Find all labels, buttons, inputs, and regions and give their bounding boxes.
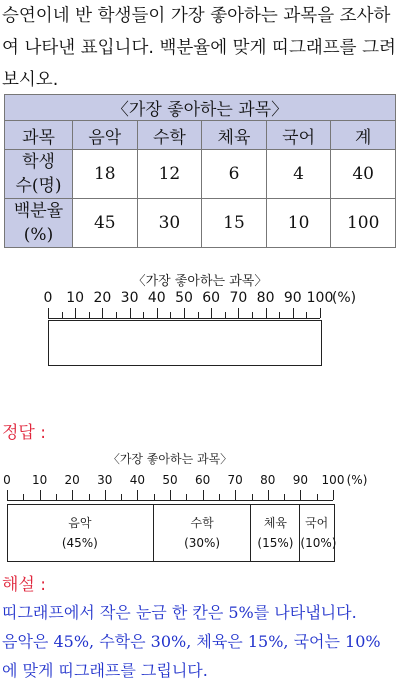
answer-scale-tick [7, 490, 8, 500]
percent-cell: 10 [266, 199, 331, 248]
answer-scale-tick-label: 0 [3, 473, 11, 487]
segment-name: 음악 [68, 516, 92, 530]
answer-scale-unit: (%) [346, 473, 368, 487]
answer-scale-tick [137, 490, 138, 500]
percent-cell: 30 [137, 199, 202, 248]
answer-scale-tick-label: 60 [194, 473, 211, 487]
answer-segment [154, 505, 252, 561]
blank-scale-tick-label: 60 [202, 290, 221, 306]
answer-scale-tick [40, 490, 41, 500]
blank-scale-tick [48, 308, 49, 318]
answer-label: 정답 : [2, 423, 46, 443]
segment-name: 국어 [305, 516, 329, 530]
header-subject-label: 과목 [5, 121, 73, 150]
segment-percent: (15%) [257, 536, 294, 550]
answer-scale-axis-line [7, 500, 333, 501]
header-subject: 음악 [73, 121, 138, 150]
blank-scale-tick [102, 308, 103, 318]
answer-scale-tick [268, 490, 269, 500]
blank-scale-tick [75, 308, 76, 318]
segment-name: 체육 [263, 516, 288, 530]
percent-cell: 100 [331, 199, 396, 248]
blank-scale-tick [157, 308, 158, 318]
answer-segment [300, 505, 337, 561]
blank-scale-tick-label: 40 [147, 290, 166, 306]
header-subject: 체육 [202, 121, 267, 150]
count-cell: 18 [73, 150, 138, 199]
answer-scale-tick-label: 30 [97, 473, 113, 487]
question-line: 승연이네 반 학생들이 가장 좋아하는 과목을 조사하 [2, 6, 391, 26]
answer-graph-title: 〈가장 좋아하는 과목〉 [107, 452, 233, 466]
blank-graph-title: 〈가장 좋아하는 과목〉 [132, 274, 268, 289]
count-label: 학생 수(명) [5, 150, 73, 199]
answer-scale-tick [333, 490, 334, 500]
blank-scale-tick-label: 100 [306, 290, 334, 306]
answer-scale-tick-label: 10 [31, 473, 48, 487]
question-line: 여 나타낸 표입니다. 백분율에 맞게 띠그래프를 그려 [2, 38, 396, 58]
blank-scale-unit: (%) [331, 290, 357, 306]
header-subject: 수학 [137, 121, 202, 150]
answer-scale-tick [105, 490, 106, 500]
answer-scale-tick-label: 70 [227, 473, 243, 487]
answer-scale-tick-label: 40 [129, 473, 146, 487]
count-cell: 12 [137, 150, 202, 199]
blank-scale-tick-label: 20 [93, 290, 112, 306]
segment-percent: (30%) [184, 536, 221, 550]
answer-scale-tick [72, 490, 73, 500]
answer-scale-tick-label: 100 [321, 473, 345, 487]
count-cell: 6 [202, 150, 267, 199]
answer-segment [252, 505, 301, 561]
explanation-label: 해설 : [2, 575, 46, 595]
answer-scale-tick-label: 80 [260, 473, 276, 487]
count-cell: 4 [266, 150, 331, 199]
blank-scale-tick-label: 70 [229, 290, 248, 306]
blank-scale-tick [320, 308, 321, 318]
blank-scale-axis-line [48, 318, 320, 319]
segment-name: 수학 [190, 516, 214, 530]
blank-scale-tick-label: 80 [256, 290, 275, 306]
blank-scale-tick-label: 50 [175, 290, 193, 306]
blank-scale-tick-label: 30 [120, 290, 139, 306]
blank-scale-tick [293, 308, 294, 318]
answer-scale-tick [235, 490, 236, 500]
explanation-text [2, 598, 381, 685]
header-subject: 계 [331, 121, 396, 150]
answer-scale-tick [203, 490, 204, 500]
percent-cell: 15 [202, 199, 267, 248]
explanation-line: 에 맞게 띠그래프를 그립니다. [2, 661, 208, 680]
blank-scale-tick [238, 308, 239, 318]
blank-scale-tick-label: 0 [43, 290, 53, 306]
subject-table [4, 94, 396, 248]
blank-scale-tick-label: 10 [66, 290, 85, 306]
answer-scale-tick-label: 50 [162, 473, 178, 487]
answer-scale-tick [170, 490, 171, 500]
header-subject: 국어 [266, 121, 331, 150]
explanation-line: 띠그래프에서 작은 눈금 한 칸은 5%를 나타냅니다. [2, 603, 357, 622]
question-line: 보시오. [2, 70, 59, 90]
count-cell: 40 [331, 150, 396, 199]
blank-graph-bar [48, 320, 322, 366]
blank-scale-tick [130, 308, 131, 318]
blank-scale-tick-label: 90 [283, 290, 302, 306]
answer-segment [7, 505, 154, 561]
blank-scale-tick [184, 308, 185, 318]
blank-scale-tick [266, 308, 267, 318]
percent-label: 백분율 (%) [5, 199, 73, 248]
segment-percent: (45%) [61, 536, 98, 550]
segment-percent: (10%) [300, 536, 337, 550]
answer-scale-tick-label: 20 [64, 473, 80, 487]
answer-scale-tick-label: 90 [292, 473, 309, 487]
table-title: 〈가장 좋아하는 과목〉 [5, 95, 396, 121]
blank-scale-tick [211, 308, 212, 318]
answer-scale-tick [300, 490, 301, 500]
explanation-line: 음악은 45%, 수학은 30%, 체육은 15%, 국어는 10% [2, 632, 381, 651]
question-text [2, 0, 398, 96]
percent-cell: 45 [73, 199, 138, 248]
